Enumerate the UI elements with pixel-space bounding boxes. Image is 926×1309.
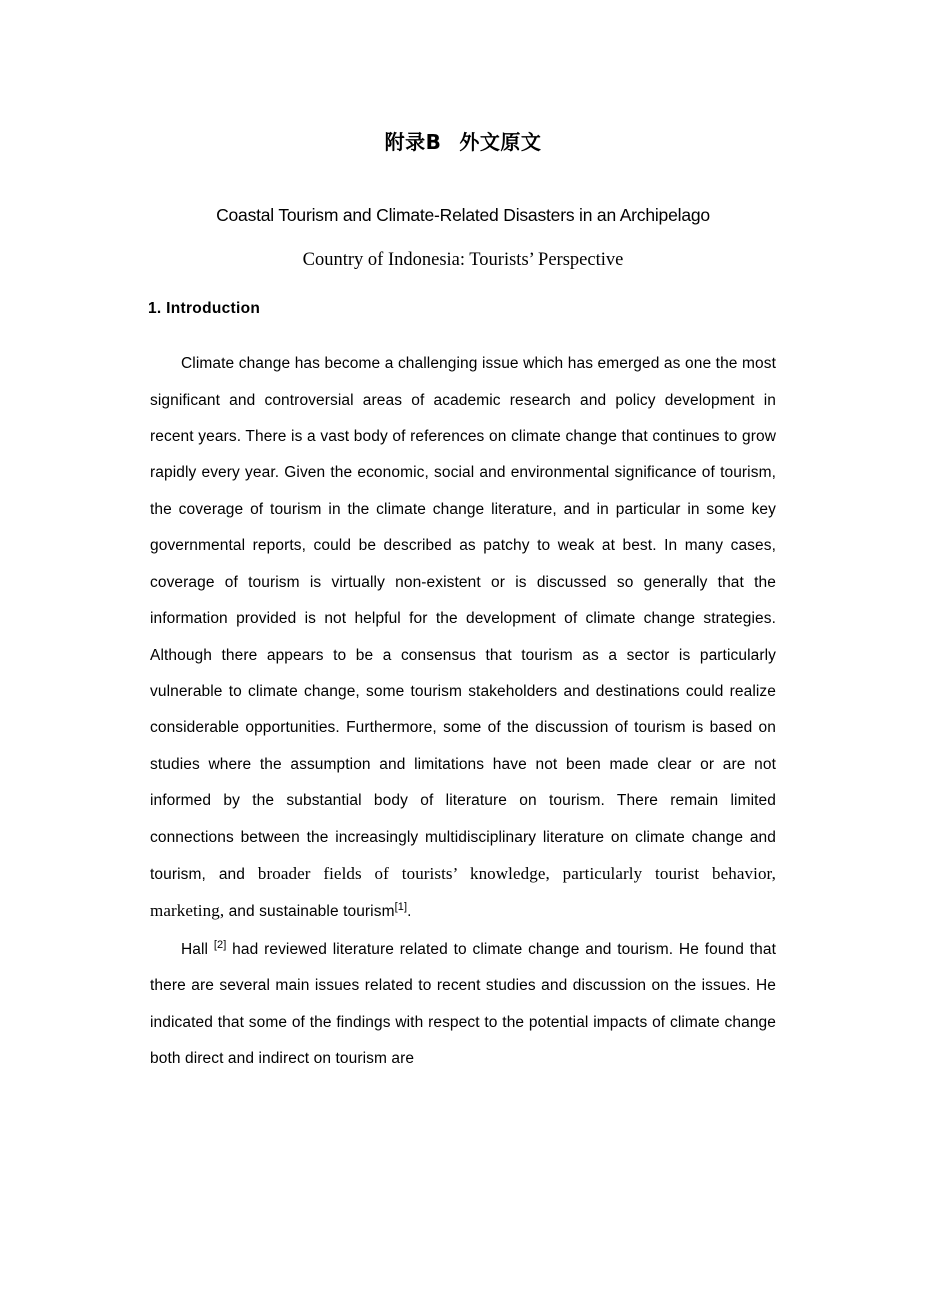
appendix-heading <box>150 126 776 155</box>
citation-ref-1: [1] <box>394 901 408 914</box>
paragraph-introduction-2 <box>150 932 776 1078</box>
section-heading-introduction: 1. Introduction <box>148 300 261 318</box>
paper-subtitle: Country of Indonesia: Tourists’ Perspective <box>302 250 624 271</box>
paragraph-2-text-b: had reviewed literature related to climate change and tourism. He found that there are several main issues related to recent studies and discussion on the issues. He indicated that some of the findings with respect to the potential impacts of climate change both direct and indirect on tourism are <box>150 940 776 1067</box>
paper-title: Coastal Tourism and Climate-Related Disasters in an Archipelago <box>216 205 710 225</box>
paragraph-1-text-b: and sustainable tourism <box>224 903 395 921</box>
page-content <box>150 0 776 1077</box>
paragraph-introduction-1 <box>150 346 776 931</box>
appendix-heading-label: 附录B <box>384 130 442 154</box>
paragraph-1-text-serif: broader fields of tourists’ knowledge, particularly tourist behavior, marketing, <box>150 863 776 921</box>
appendix-heading-label-2: 外文原文 <box>459 130 542 154</box>
paragraph-1-text-a: Climate change has become a challenging issue which has emerged as one the most significant and controversial areas of academic research and policy development in recent years. There is a vast body of references on climate change that continues to grow rapidly every year. Given the economic, social and environmental significance of tourism, the coverage of tourism in the climate change literature, and in particular in some key governmental reports, could be described as patchy to weak at best. In many cases, coverage of tourism is virtually non-existent or is discussed so generally that the information provided is not helpful for the development of climate change strategies. Although there appears to be a consensus that tourism as a sector is particularly vulnerable to climate change, some tourism stakeholders and destinations could realize considerable opportunities. Furthermore, some of the discussion of tourism is based on studies where the assumption and limitations have not been made clear or are not informed by the substantial body of literature on tourism. There remain limited connections between the increasingly multidisciplinary literature on climate change and tourism, and <box>150 355 776 883</box>
paragraph-1-text-end: . <box>407 903 412 921</box>
citation-ref-2: [2] <box>213 938 227 951</box>
paragraph-2-text-a: Hall <box>181 940 214 958</box>
